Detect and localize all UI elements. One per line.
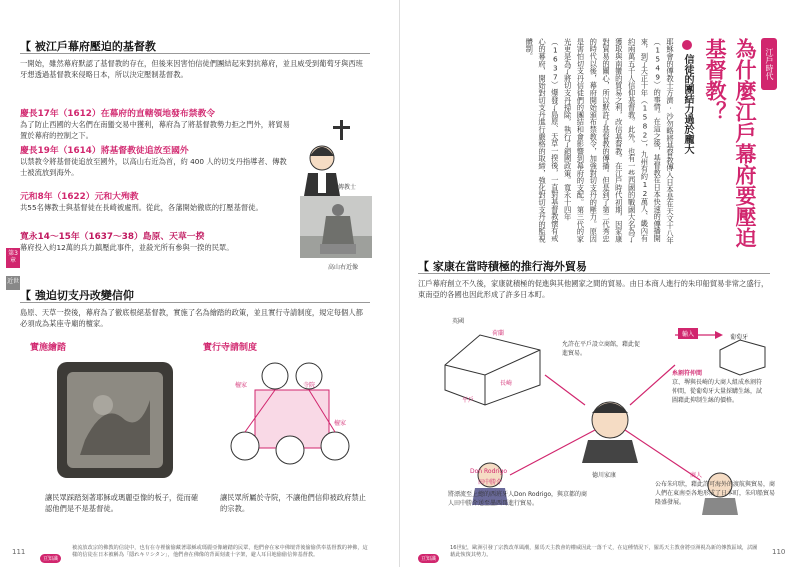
label-tera-right: 寺院 <box>303 382 316 389</box>
bullet-icon <box>682 40 692 50</box>
event-body: 以禁教令將基督徒追放至國外，以高山右近為首，約 400 人的切支丹指導者、傳教士被流放到海外。 <box>20 157 287 177</box>
event-title: 慶長17年（1612）在幕府的直轄領地發布禁教令 <box>20 109 216 119</box>
divider <box>418 273 770 274</box>
label-tanaka: 田中勝介 <box>478 479 503 486</box>
event-body: 幕府投入約12萬的兵力鎮壓此事件，並殺光所有參與一揆的民眾。 <box>20 243 234 252</box>
event-item <box>20 143 290 189</box>
dutch-note: 允許在平戶設立商館，藉此促進貿易。 <box>562 341 641 357</box>
section-heading-conversion: 【 強迫切支丹改變信仰 <box>20 289 134 302</box>
event-title: 慶長19年（1614）將基督教徒追放至國外 <box>20 146 189 156</box>
label-ieyasu: 德川家康 <box>592 472 617 479</box>
vertical-body: 耶穌會的傳教士方濟·沙勿略將基督教傳入日本是在天文十八年（1549）的事情。在這之後，基督教在日本快速的傳播開來，到了天正十年（1582），九州有約12萬人、畿內有約兩萬五千人信仰基督教。此外，也有一些西國的戰國大名為了獲取與南蠻的貿易之利，改信基督教。在江戶時代初期，因家康對貿易的關心，所以默許了基督教的傳播。但是到了第二代秀忠的時代以後，幕府開始頒布禁教令，加強對切支丹的壓力。原因是害怕切支丹信徒們的團結和會影響到幕府的支配。第三代的家光更是為了將切支丹掃除，執行了鎖國政策。寬永十四年（1637）爆發了島原、天草一揆後，一直對基督教懷有戒心的幕府，開始對切支丹進行嚴格的取締，強化對切支丹的監視體制。 <box>525 38 675 245</box>
chapter-tab: 第3章 <box>6 248 20 268</box>
label-merchants: 商人 <box>690 472 703 479</box>
terauke-caption: 讓民眾所屬於寺院，不讓他們信仰被政府禁止的宗教。 <box>220 493 366 513</box>
shuinsen-title: 糸割符仲間 <box>672 370 703 377</box>
label-tera-left: 檀家 <box>235 382 248 389</box>
page-number: 110 <box>772 548 786 556</box>
caption-statue: 高山右近像 <box>328 264 359 271</box>
label-england: 英國 <box>452 318 465 325</box>
event-item <box>20 106 290 143</box>
label-netherlands: 荷蘭 <box>492 330 505 337</box>
ebumi-heading: 實施繪踏 <box>30 343 67 353</box>
label-nagasaki: 長崎 <box>500 380 513 387</box>
label-portugal: 葡萄牙 <box>730 334 749 341</box>
merchant-note: 公布朱印狀，藉此許可海外的渡航與貿易，商人們在東南亞各地形成了日本町，朱印船貿易隆盛發展。 <box>655 481 776 506</box>
era-tag: 江戶時代 <box>761 38 777 90</box>
caption-missionary: 傳教士 <box>338 184 357 191</box>
ebumi-caption: 讓民眾踩踏刻著耶穌或瑪麗亞像的板子，從而確認他們是不是基督徒。 <box>45 493 199 513</box>
label-danka: 檀家 <box>334 420 347 427</box>
section-heading-trade: 【 家康在當時積極的推行海外貿易 <box>418 260 587 273</box>
left-page <box>0 0 399 567</box>
subtitle: 信徒的團結力過於龐大 <box>682 54 693 154</box>
tip-badge: 豆知識 <box>418 545 439 564</box>
page-number: 111 <box>12 548 26 556</box>
section-body-conversion: 島原、天草一揆後，幕府為了徹底根絕基督教，實施了名為繪踏的政策，並且實行寺請制度，規定每個人都必須成為某座寺廟的檀家。 <box>20 308 363 328</box>
don-note: 將漂流至上總的西班牙人Don Rodrigo，與京都的商人田中勝介送至墨西哥進行貿易。 <box>448 491 587 507</box>
tip-badge: 豆知識 <box>40 545 61 564</box>
shuinsen-note: 京、堺與長崎的大商人組成糸割符仲間，從葡萄牙大量採購生絲，試圖藉此抑制生絲的價格。 <box>672 379 763 404</box>
terauke-heading: 實行寺請制度 <box>203 343 258 353</box>
section-heading-suppression: 【 被江戶幕府壓迫的基督教 <box>20 40 156 53</box>
event-title: 寬永14～15年（1637～38）島原、天草一揆 <box>20 232 205 242</box>
footer-note: 16世紀，歐洲引發了宗教改革風潮，羅馬天主教會的權威因此一落千丈，在這種情況下，羅馬天主教會將亞洲視為新的傳教區域，試圖藉此恢復其勢力。 <box>450 545 758 558</box>
label-hirado: 平戶 <box>462 397 475 404</box>
divider <box>20 302 370 303</box>
right-page <box>400 0 799 567</box>
missionary-illustration <box>300 118 370 198</box>
event-body: 為了防止西國的大名們在南蠻交易中獲利，幕府為了將基督教勢力拒之門外，將貿易置於幕府的控制之下。 <box>20 120 290 140</box>
ebumi-plate-photo <box>55 360 175 480</box>
section-body-trade: 江戶幕府創立不久後，家康就積極的促進與其他國家之間的貿易。由日本商人進行的朱印船貿易非常之盛行，東南亞的各國也因此形成了許多日本町。 <box>418 279 769 299</box>
event-item <box>20 189 290 229</box>
divider <box>20 53 370 54</box>
event-list <box>20 106 290 253</box>
event-title: 元和8年（1622）元和大殉教 <box>20 192 139 202</box>
import-label: 輸入 <box>678 328 698 339</box>
page-title: 為什麼江戶幕府要壓迫基督教？ <box>703 38 757 248</box>
section-body-suppression: 一開始，雖然幕府默認了基督教的存在，但後來因害怕信徒們團結起來對抗幕府，並且威受到葡萄牙與西班牙想透過基督教來侵略日本，所以決定壓制基督教。 <box>20 59 363 79</box>
footer-note: 被流放改宗的佛教的信徒中，也有在寺裡偷偷藏著耶穌或瑪麗亞像繪踏的民眾，他們會在家中佛壇背後偷偷供奉基督教的神佛，這樣的信徒在日本被稱為「隱れキリシタン」，他們會在佛像的背面刻畫十字架，避人耳目地偷偷信仰基督教。 <box>72 545 368 558</box>
era-tab: 近世 <box>6 276 20 290</box>
event-body: 共55名傳教士與基督徒在長崎被處刑。從此，各藩開始徹底的打壓基督徒。 <box>20 203 263 212</box>
label-don-rodrigo: Don Rodrigo <box>470 468 507 475</box>
event-item <box>20 229 290 253</box>
statue-photo <box>300 196 372 258</box>
